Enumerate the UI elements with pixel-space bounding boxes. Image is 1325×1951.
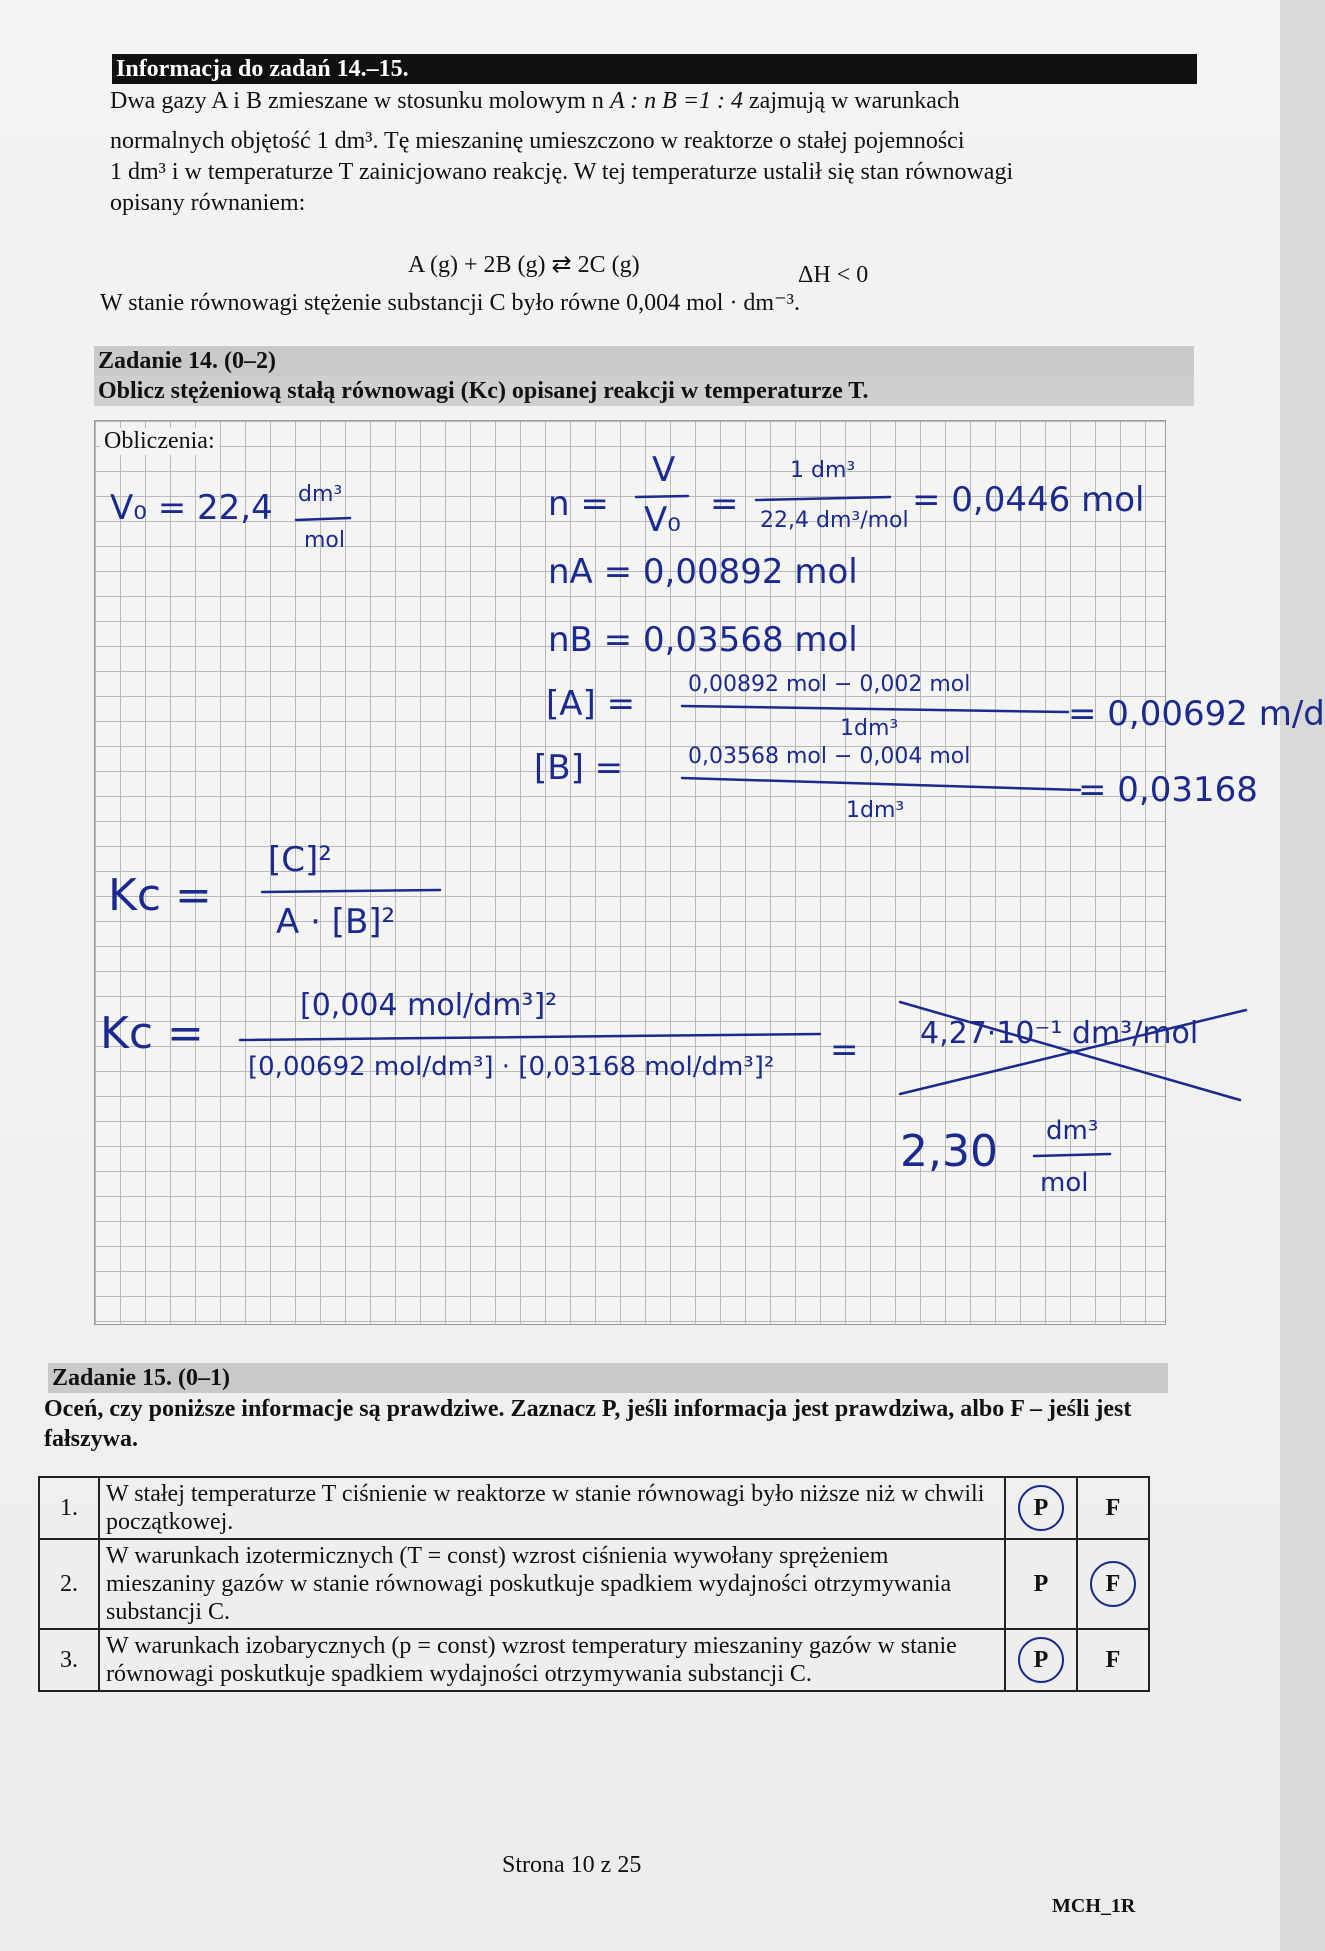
hw-n-frac-bottom: V₀ (644, 500, 681, 540)
answer-circle: P (1018, 1637, 1064, 1683)
hw-kc2-eq: = (830, 1030, 859, 1070)
task14-instruction: Oblicz stężeniową stałą równowagi (Kc) opisanej reakcji w temperaturze T. (94, 376, 1194, 406)
hw-final-value: 2,30 (900, 1126, 998, 1177)
answer-circle: P (1018, 1485, 1064, 1531)
reaction-enthalpy: ΔH < 0 (798, 262, 869, 288)
option-f[interactable] (1077, 1539, 1149, 1629)
hw-v0-unit-bottom: mol (304, 528, 346, 553)
hw-b-top: 0,03568 mol − 0,004 mol (688, 744, 971, 769)
hw-na: nA = 0,00892 mol (548, 552, 858, 592)
calculation-label: Obliczenia: (100, 428, 219, 455)
answer-circle: F (1090, 1561, 1136, 1607)
option-f[interactable]: F (1077, 1477, 1149, 1539)
info-line1-end: zajmują w warunkach (749, 88, 960, 114)
hw-kc2-bottom: [0,00692 mol/dm³] · [0,03168 mol/dm³]² (248, 1052, 775, 1082)
hw-n-val-bottom: 22,4 dm³/mol (760, 508, 909, 533)
info-line1: Dwa gazy A i B zmieszane w stosunku molowym n (110, 88, 604, 114)
hw-n-frac-top: V (652, 450, 676, 490)
hw-crossed-result: 4,27·10⁻¹ dm³/mol (920, 1016, 1199, 1051)
hw-n-val-top: 1 dm³ (790, 458, 856, 483)
hw-kc-bottom: A · [B]² (276, 902, 396, 942)
hw-final-unit-top: dm³ (1046, 1116, 1099, 1146)
hw-a-result: = 0,00692 m/d (1068, 694, 1325, 734)
row-number: 3. (39, 1629, 99, 1691)
reaction-equation: A (g) + 2B (g) ⇄ 2C (g) (408, 252, 640, 278)
hw-n-result: = 0,0446 mol (912, 480, 1145, 520)
table-row (39, 1477, 1149, 1539)
hw-kc-top: [C]² (268, 840, 332, 880)
info-line3: 1 dm³ i w temperaturze T zainicjowano reakcję. W tej temperaturze ustalił się stan równowagi (110, 158, 1014, 185)
hw-a-lhs: [A] = (546, 684, 636, 724)
hw-nb: nB = 0,03568 mol (548, 620, 858, 660)
info-header: Informacja do zadań 14.–15. (112, 54, 1197, 84)
option-p[interactable] (1005, 1477, 1077, 1539)
row-number: 1. (39, 1477, 99, 1539)
option-p[interactable] (1005, 1629, 1077, 1691)
hw-v0-unit-top: dm³ (298, 482, 343, 507)
hw-n-lhs: n = (548, 484, 609, 524)
task14-header: Zadanie 14. (0–2) (94, 346, 1194, 376)
statement-text: W warunkach izobarycznych (p = const) wzrost temperatury mieszaniny gazów w stanie równowagi poskutkuje spadkiem wydajności otrzymywania substancji C. (99, 1629, 1005, 1691)
hw-kc-lhs: Kc = (108, 870, 212, 921)
table-row (39, 1539, 1149, 1629)
option-f[interactable]: F (1077, 1629, 1149, 1691)
hw-b-result: = 0,03168 (1078, 770, 1258, 810)
info-line4: opisany równaniem: (110, 189, 306, 216)
hw-kc2-lhs: Kc = (100, 1008, 204, 1059)
exam-code: MCH_1R (1052, 1895, 1136, 1917)
true-false-table (38, 1476, 1150, 1692)
hw-b-lhs: [B] = (534, 748, 624, 788)
hw-a-top: 0,00892 mol − 0,002 mol (688, 672, 971, 697)
statement-text: W warunkach izotermicznych (T = const) wzrost ciśnienia wywołany sprężeniem mieszaniny gazów w stanie równowagi poskutkuje spadkiem wydajności otrzymywania substancji C. (99, 1539, 1005, 1629)
info-paragraph (110, 86, 1195, 219)
hw-a-bottom: 1dm³ (840, 716, 899, 741)
row-number: 2. (39, 1539, 99, 1629)
info-line2: normalnych objętość 1 dm³. Tę mieszaninę umieszczono w reaktorze o stałej pojemności (110, 127, 965, 154)
hw-kc2-top: [0,004 mol/dm³]² (300, 988, 558, 1023)
hw-v0: V₀ = 22,4 (110, 488, 273, 528)
task15-instruction: Oceń, czy poniższe informacje są prawdziwe. Zaznacz P, jeśli informacja jest prawdziwa, albo F – jeśli jest fałszywa. (44, 1396, 1132, 1452)
hw-n-eq: = (710, 484, 739, 524)
hw-b-bottom: 1dm³ (846, 798, 905, 823)
hw-final-unit-bottom: mol (1040, 1168, 1089, 1198)
table-row (39, 1629, 1149, 1691)
option-p[interactable]: P (1005, 1539, 1077, 1629)
equilibrium-note: W stanie równowagi stężenie substancji C było równe 0,004 mol · dm⁻³. (100, 290, 800, 316)
page-number: Strona 10 z 25 (502, 1852, 642, 1878)
task15-header: Zadanie 15. (0–1) (48, 1363, 1168, 1393)
statement-text: W stałej temperaturze T ciśnienie w reaktorze w stanie równowagi było niższe niż w chwili początkowej. (99, 1477, 1005, 1539)
molar-ratio: A : n B =1 : 4 (609, 88, 744, 114)
